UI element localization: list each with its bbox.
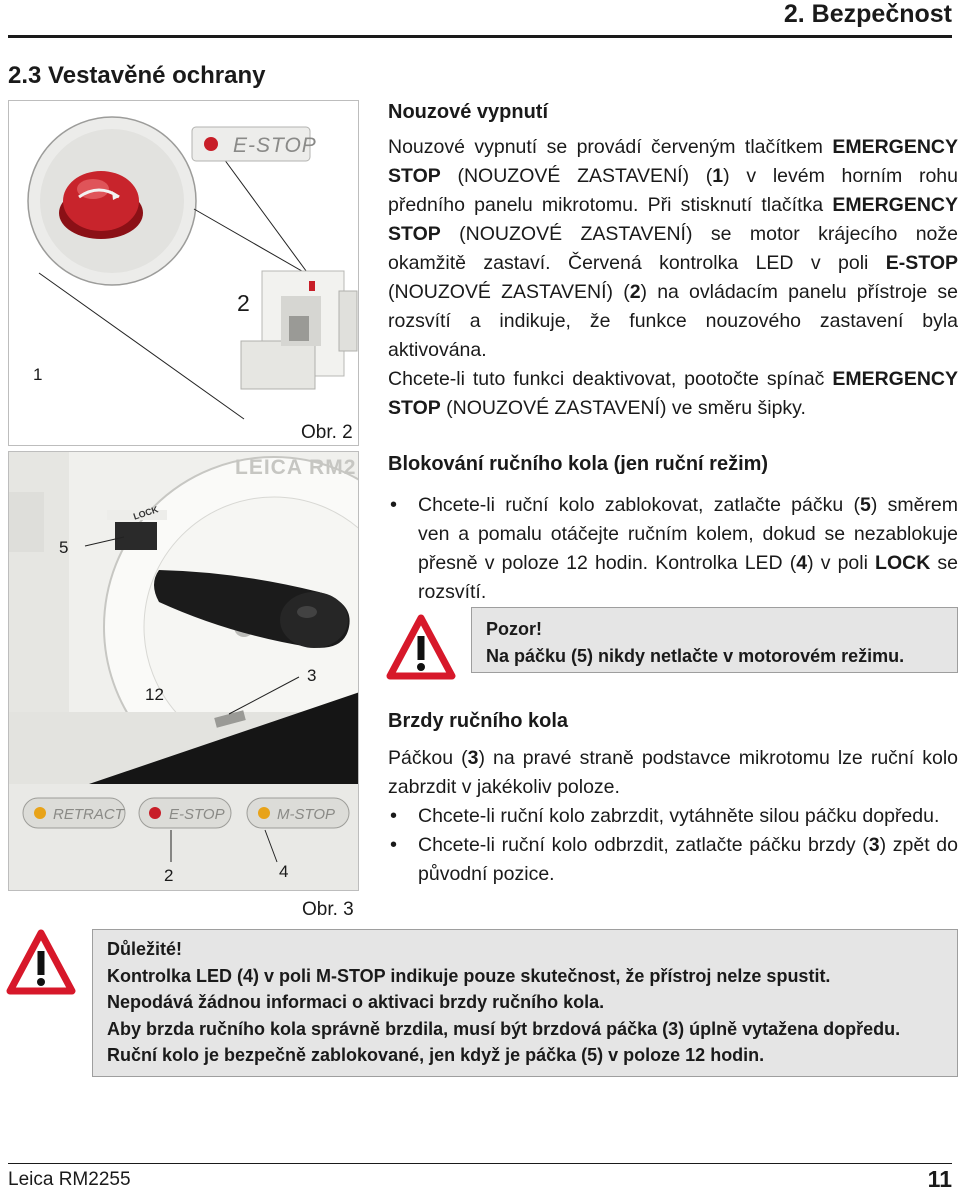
text-run: Chcete-li ruční kolo zablokovat, zatlačte páčku (: [418, 494, 860, 516]
lock-wheel-bullet-1: [388, 491, 958, 607]
brakes-heading: Brzdy ručního kola: [388, 710, 569, 732]
text-run-bold: 2: [629, 281, 641, 303]
text-run: (NOUZOVÉ ZASTAVENÍ) (: [388, 281, 630, 303]
figure-2-callout-2: 2: [237, 290, 250, 316]
brakes-section: [388, 707, 958, 889]
text-run: (NOUZOVÉ ZASTAVENÍ) se motor krájecího nože okamžitě zastaví. Červená kontrolka LED v poli: [388, 223, 958, 274]
figure-3-callout-2: 2: [164, 866, 174, 885]
estop-button-label: E-STOP: [169, 806, 225, 823]
text-run-bold: E-STOP: [885, 252, 958, 274]
text-run-bold: 5: [859, 494, 871, 516]
figure-3-brand-label: LEICA RM2: [235, 456, 357, 479]
text-run: Páčkou (: [388, 747, 468, 769]
brakes-bullet-1: [388, 802, 958, 831]
lock-wheel-section: [388, 450, 958, 607]
emergency-section: [388, 98, 958, 423]
emergency-paragraph-1: [388, 133, 958, 365]
text-run: ) v poli: [807, 552, 876, 574]
page-number: 11: [927, 1166, 952, 1192]
figure-2-caption: Obr. 2: [301, 422, 353, 443]
brakes-paragraph: [388, 744, 958, 802]
figure-3-callout-12: 12: [145, 685, 164, 704]
important-line-4: Ruční kolo je bezpečně zablokované, jen když je páčka (5) v poloze 12 hodin.: [107, 1045, 765, 1065]
figure-2: [8, 100, 359, 446]
footer-divider: [8, 1163, 952, 1164]
section-title: 2.3 Vestavěné ochrany: [8, 62, 266, 89]
text-run: ) na pravé straně podstavce mikrotomu lze ruční kolo zabrzdit v jakékoliv poloze.: [388, 747, 958, 798]
figure-2-estop-label: E-STOP: [233, 134, 317, 157]
footer-product: Leica RM2255: [8, 1169, 131, 1190]
caution-warning-icon: [386, 614, 456, 680]
caution-text: Na páčku (5) nikdy netlačte v motorovém režimu.: [486, 645, 905, 666]
text-run: ) na ovládacím panelu přístroje se rozsvítí a indikuje, že funkce nouzového zastavení byla aktivována.: [388, 281, 958, 361]
retract-button-label: RETRACT: [53, 806, 124, 823]
important-box: [92, 929, 958, 1077]
text-run: Chcete-li tuto funkci deaktivovat, pootočte spínač: [388, 368, 833, 390]
text-run-bold: 3: [868, 834, 880, 856]
lock-wheel-heading: Blokování ručního kola (jen ruční režim): [388, 453, 769, 475]
text-run-bold: LOCK: [875, 552, 931, 574]
text-run: Chcete-li ruční kolo odbrzdit, zatlačte páčku brzdy (: [418, 834, 869, 856]
emergency-paragraph-2: [388, 365, 958, 423]
figure-3-lock-label: LOCK: [132, 504, 160, 522]
figure-3-callout-5: 5: [59, 538, 69, 557]
text-run: ) v levém horním rohu předního panelu mikrotomu. Při stisknutí tlačítka: [388, 165, 958, 216]
text-run: se rozsvítí.: [418, 552, 959, 603]
text-run: (NOUZOVÉ ZASTAVENÍ) ve směru šipky.: [440, 397, 806, 419]
important-warning-icon: [6, 929, 76, 995]
important-line-3: Aby brzda ručního kola správně brzdila, musí být brzdová páčka (3) úplně vytažena dopředu.: [107, 1018, 901, 1039]
figure-3-callout-3: 3: [307, 666, 317, 685]
text-run: (NOUZOVÉ ZASTAVENÍ) (: [440, 165, 713, 187]
text-run: ) směrem ven a pomalu otáčejte ručním kolem, dokud se nezablokuje přesně v poloze 12 hodin. Kontrolka LED (: [418, 494, 958, 574]
text-run-bold: EMERGENCY STOP: [388, 194, 958, 245]
caution-title: Pozor!: [486, 619, 542, 639]
text-run: ) zpět do původní pozice.: [418, 834, 958, 885]
text-run-bold: 1: [712, 165, 724, 187]
header-divider: [8, 35, 952, 38]
figure-3-callout-4: 4: [279, 862, 289, 881]
figure-2-callout-1: 1: [33, 365, 43, 384]
text-run: Nouzové vypnutí se provádí červeným tlačítkem: [388, 136, 833, 158]
important-line-2: Nepodává žádnou informaci o aktivaci brzdy ručního kola.: [107, 992, 605, 1012]
text-run: Chcete-li ruční kolo zabrzdit, vytáhněte silou páčku dopředu.: [418, 805, 940, 827]
important-title: Důležité!: [107, 939, 183, 959]
important-line-1: Kontrolka LED (4) v poli M-STOP indikuje pouze skutečnost, že přístroj nelze spustit.: [107, 965, 831, 986]
emergency-heading: Nouzové vypnutí: [388, 101, 549, 123]
text-run-bold: EMERGENCY STOP: [388, 368, 958, 419]
chapter-title: 2. Bezpečnost: [783, 0, 952, 28]
text-run-bold: 3: [467, 747, 479, 769]
caution-box: [471, 607, 958, 673]
brakes-bullet-2: [388, 831, 958, 889]
text-run-bold: 4: [796, 552, 808, 574]
figure-3: [8, 451, 359, 891]
text-run-bold: EMERGENCY STOP: [388, 136, 958, 187]
mstop-button-label: M-STOP: [277, 806, 336, 823]
figure-3-caption-text: Obr. 3: [302, 899, 354, 920]
